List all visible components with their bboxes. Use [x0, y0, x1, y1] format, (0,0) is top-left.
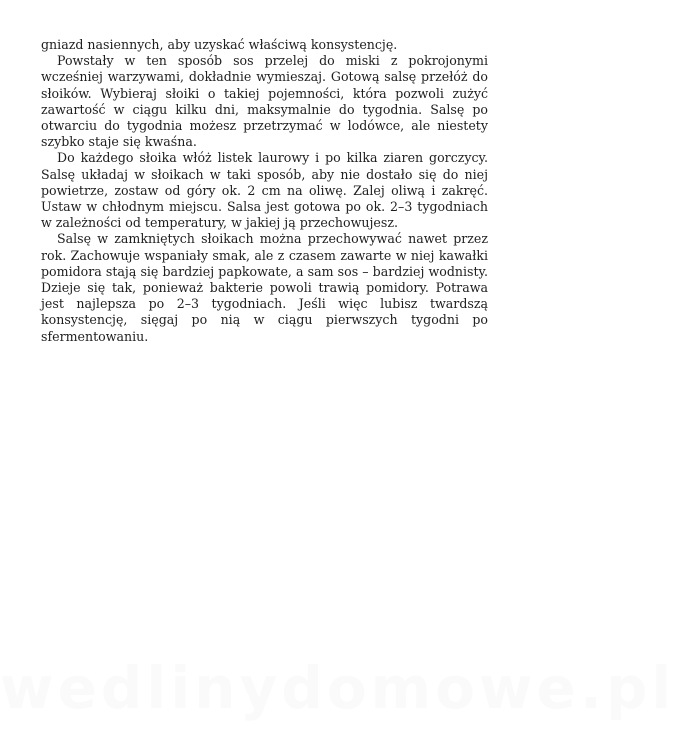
body-text	[41, 37, 488, 345]
paragraph-1: gniazd nasiennych, aby uzyskać właściwą konsystencję.	[41, 37, 398, 52]
paragraph-3: Do każdego słoika włóż listek laurowy i po kilka ziaren gorczycy. Salsę układaj w słoikach w taki sposób, aby nie dostało się do niej powietrze, zostaw od góry ok. 2 cm na oliwę. Zalej oliwą i zakręć. Ustaw w chłodnym miejscu. Salsa jest gotowa po ok. 2–3 tygodniach w zależności od temperatury, w jakiej ją przechowujesz.	[41, 150, 488, 231]
paragraph-2: Powstały w ten sposób sos przelej do miski z pokrojonymi wcześniej warzywami, dokładnie wymieszaj. Gotową salsę przełóż do słoików. Wybieraj słoiki o takiej pojemności, która pozwoli zużyć zawartość w ciągu kilku dni, maksymalnie do tygodnia. Salsę po otwarciu do tygodnia możesz przetrzymać w lodówce, ale niestety szybko staje się kwaśna.	[41, 53, 488, 150]
site-watermark: wedlinydomowe.pl	[0, 654, 675, 722]
paragraph-4: Salsę w zamkniętych słoikach można przechowywać nawet przez rok. Zachowuje wspaniały smak, ale z czasem zawarte w niej kawałki pomidora stają się bardziej papkowate, a sam sos – bardziej wodnisty. Dzieje się tak, ponieważ bakterie powoli trawią pomidory. Potrawa jest najlepsza po 2–3 tygodniach. Jeśli więc lubisz twardszą konsystencję, sięgaj po nią w ciągu pierwszych tygodni po sfermentowaniu.	[41, 231, 488, 344]
